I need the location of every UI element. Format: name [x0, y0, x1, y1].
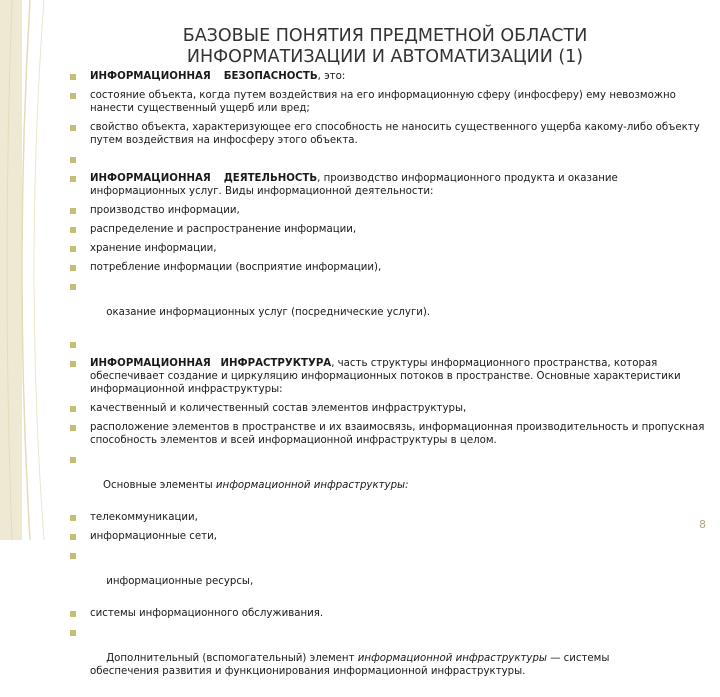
bullet-item — [68, 530, 710, 543]
term-word-2: ИНФРАСТРУКТУРА — [220, 358, 332, 369]
bullet-icon — [70, 74, 76, 80]
bullet-item-empty — [68, 338, 710, 351]
term-word-1: ИНФОРМАЦИОННАЯ — [90, 358, 211, 369]
bullet-text: расположение элементов в пространстве и их взаимосвязь, информационная производительность и пропускная способность элементов и всей информационной инфраструктуры в целом. — [90, 422, 705, 446]
bullet-item-info-activity — [68, 172, 710, 198]
bullet-text-italic: информационной инфраструктуры — [357, 653, 547, 664]
bullet-item — [68, 223, 710, 236]
bullet-item — [68, 421, 710, 447]
bullet-item — [68, 453, 710, 505]
bullet-item-info-security — [68, 70, 710, 83]
bullet-text: информационные ресурсы, — [102, 576, 254, 587]
bullet-item — [68, 549, 710, 601]
decorative-left-band — [0, 0, 66, 540]
bullet-text-tail: — системы обеспечения развития и функционирования информационной инфраструктуры. — [90, 653, 613, 677]
bullet-text: системы информационного обслуживания. — [90, 608, 324, 619]
bullet-icon — [70, 457, 76, 463]
bullet-item — [68, 204, 710, 217]
bullet-icon — [70, 93, 76, 99]
bullet-text: состояние объекта, когда путем воздействия на его информационную сферу (инфосферу) ему невозможно нанести существенный ущерб или вред; — [90, 90, 676, 114]
bullet-icon — [70, 611, 76, 617]
bullet-icon — [70, 425, 76, 431]
bullet-icon — [70, 157, 76, 163]
bullet-text: производство информации, — [90, 205, 240, 216]
slide-title-line-1: БАЗОВЫЕ ПОНЯТИЯ ПРЕДМЕТНОЙ ОБЛАСТИ — [182, 26, 588, 46]
bullet-item — [68, 261, 710, 274]
term-word-2: БЕЗОПАСНОСТЬ — [223, 71, 318, 82]
bullet-icon — [70, 227, 76, 233]
bullet-icon — [70, 361, 76, 367]
bullet-icon — [70, 406, 76, 412]
bullet-icon — [70, 208, 76, 214]
bullet-text: информационные сети, — [90, 531, 217, 542]
bullet-list — [68, 70, 710, 697]
bullet-item — [68, 626, 710, 691]
bullet-icon — [70, 553, 76, 559]
bullet-item — [68, 607, 710, 620]
slide-title — [150, 26, 620, 68]
bullet-text-lead: Дополнительный (вспомогательный) элемент — [102, 653, 358, 664]
bullet-item — [68, 89, 710, 115]
bullet-item — [68, 511, 710, 524]
bullet-icon — [70, 342, 76, 348]
bullet-icon — [70, 630, 76, 636]
bullet-item — [68, 121, 710, 147]
term-word-2: ДЕЯТЕЛЬНОСТЬ — [223, 173, 318, 184]
bullet-item-empty — [68, 153, 710, 166]
bullet-icon — [70, 246, 76, 252]
bullet-text: качественный и количественный состав элементов инфраструктуры, — [90, 403, 467, 414]
bullet-text: свойство объекта, характеризующее его способность не наносить существенного ущерба какому-либо объекту путем воздействия на инфосферу этого объекта. — [90, 122, 700, 146]
bullet-item-info-infrastructure — [68, 357, 710, 396]
page-number: 8 — [699, 518, 706, 531]
bullet-icon — [70, 176, 76, 182]
bullet-text: хранение информации, — [90, 243, 217, 254]
bullet-icon — [70, 265, 76, 271]
bullet-item — [68, 280, 710, 332]
term-tail: , это: — [317, 71, 346, 82]
bullet-text-italic: информационной инфраструктуры: — [215, 480, 409, 491]
bullet-text: потребление информации (восприятие информации), — [90, 262, 382, 273]
bullet-item — [68, 242, 710, 255]
slide-title-line-2: ИНФОРМАТИЗАЦИИ И АВТОМАТИЗАЦИИ (1) — [186, 47, 584, 67]
bullet-icon — [70, 125, 76, 131]
bullet-icon — [70, 515, 76, 521]
term-tail: , производство информационного продукта и оказание информационных услуг. Виды информационной деятельности: — [90, 173, 618, 197]
bullet-item — [68, 402, 710, 415]
term-word-1: ИНФОРМАЦИОННАЯ — [90, 173, 211, 184]
bullet-icon — [70, 284, 76, 290]
term-word-1: ИНФОРМАЦИОННАЯ — [90, 71, 211, 82]
bullet-icon — [70, 534, 76, 540]
bullet-text: оказание информационных услуг (посреднические услуги). — [102, 307, 431, 318]
bullet-text: телекоммуникации, — [90, 512, 198, 523]
bullet-text: распределение и распространение информации, — [90, 224, 357, 235]
term-tail: , часть структуры информационного пространства, которая обеспечивает создание и циркуляцию информационных потоков в пространстве. Основные характеристики информационной инфраструктуры: — [90, 358, 681, 395]
bullet-text-lead: Основные элементы — [102, 480, 216, 491]
